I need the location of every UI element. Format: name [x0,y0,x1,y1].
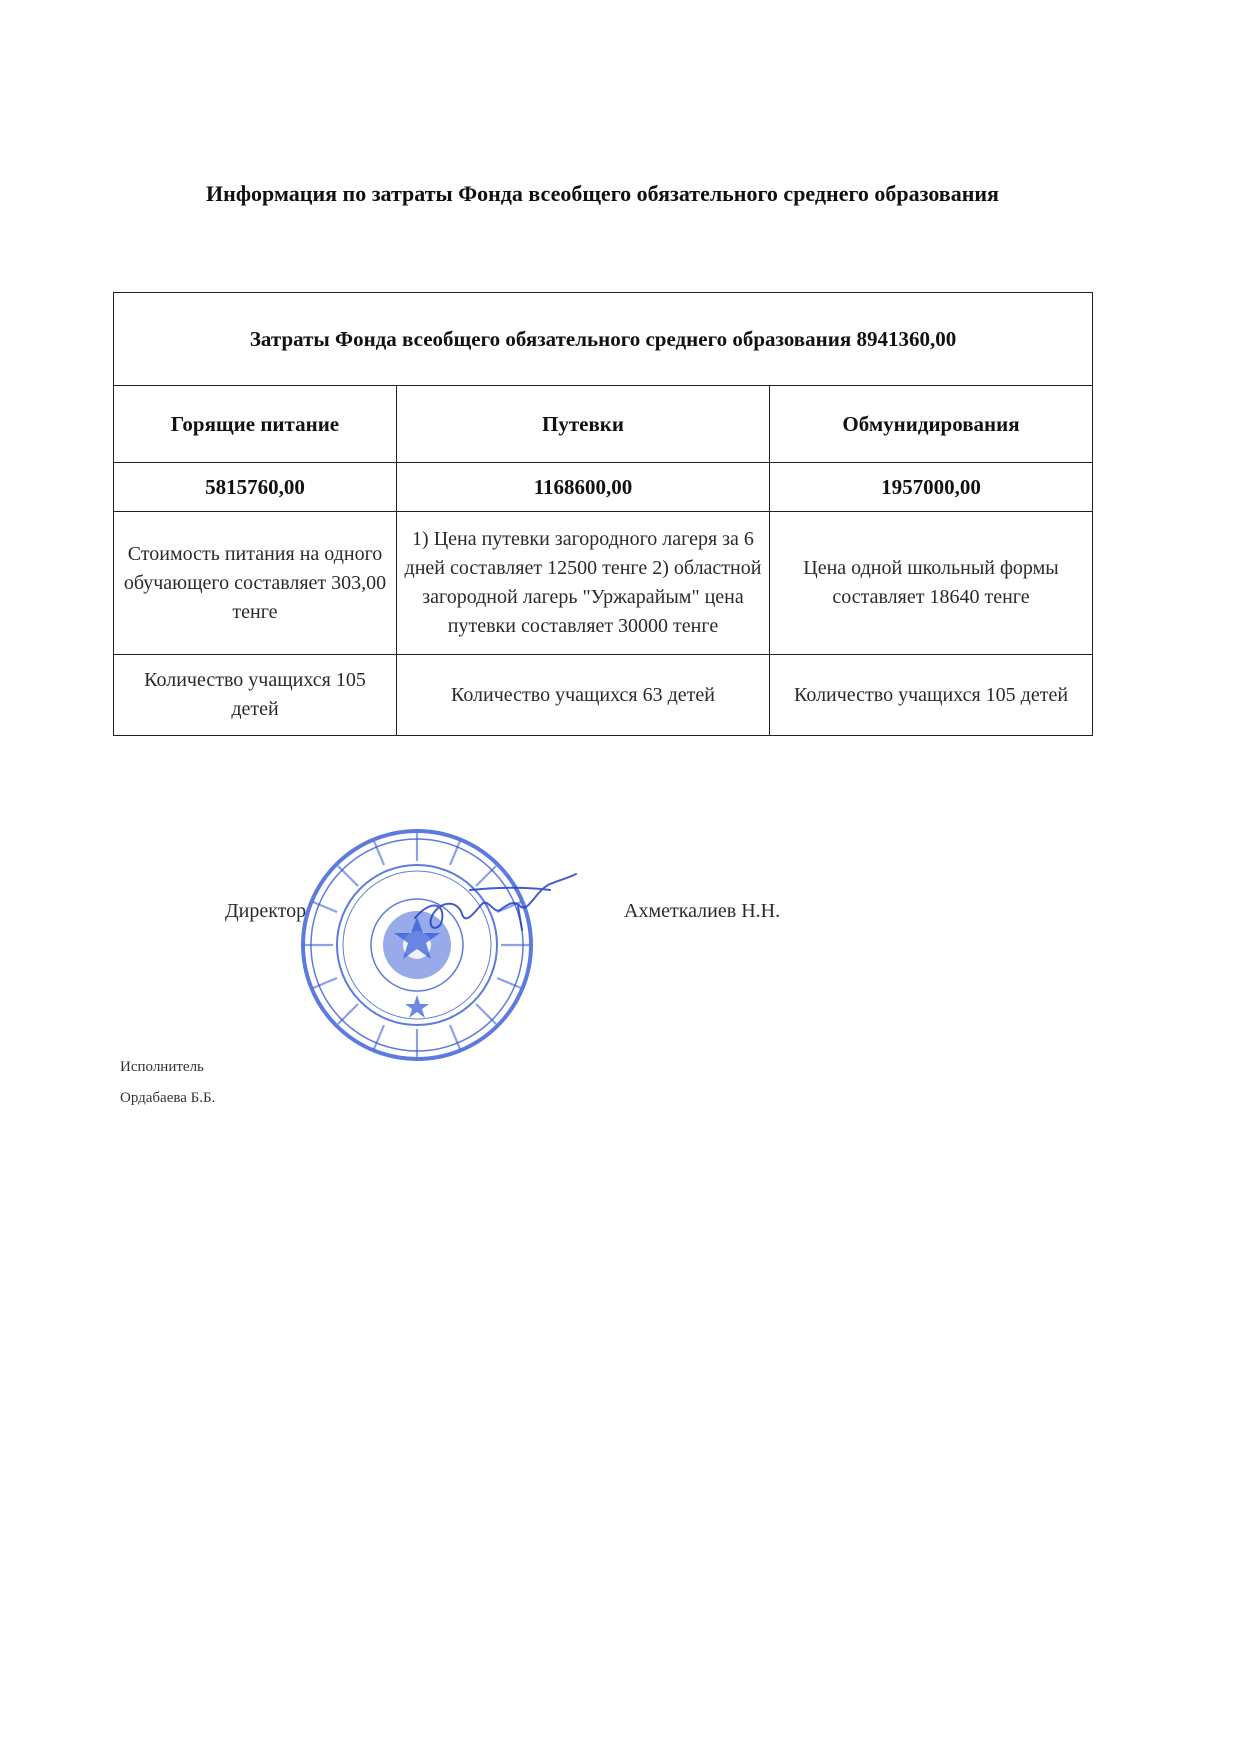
students-cell-vouchers: Количество учащихся 63 детей [397,655,770,736]
executor-name: Ордабаева Б.Б. [120,1090,216,1106]
students-cell-uniforms: Количество учащихся 105 детей [770,655,1093,736]
table-row-amounts [114,463,1093,512]
director-name: Ахметкалиев Н.Н. [624,900,781,922]
detail-cell-vouchers: 1) Цена путевки загородного лагеря за 6 дней составляет 12500 тенге 2) областной загородной лагерь "Уржарайым" цена путевки составляет 30000 тенге [397,512,770,655]
table-row-students [114,655,1093,736]
students-cell-meals: Количество учащихся 105 детей [114,655,397,736]
page-title: Информация по затраты Фонда всеобщего обязательного среднего образования [206,181,999,206]
amount-cell-vouchers: 1168600,00 [397,463,770,512]
header-cell-vouchers: Путевки [397,386,770,463]
amount-cell-uniforms: 1957000,00 [770,463,1093,512]
total-expenses-cell: Затраты Фонда всеобщего обязательного среднего образования 8941360,00 [114,293,1093,386]
amount-cell-meals: 5815760,00 [114,463,397,512]
director-signature [410,870,580,940]
official-stamp [297,825,537,1065]
table-row-headers [114,386,1093,463]
header-cell-meals: Горящие питание [114,386,397,463]
executor-label: Исполнитель [120,1059,204,1075]
expense-table [113,292,1093,736]
detail-cell-uniforms: Цена одной школьный формы составляет 18640 тенге [770,512,1093,655]
table-row-total [114,293,1093,386]
table-row-details [114,512,1093,655]
header-cell-uniforms: Обмунидирования [770,386,1093,463]
detail-cell-meals: Стоимость питания на одного обучающего составляет 303,00 тенге [114,512,397,655]
director-label: Директор [225,900,307,922]
